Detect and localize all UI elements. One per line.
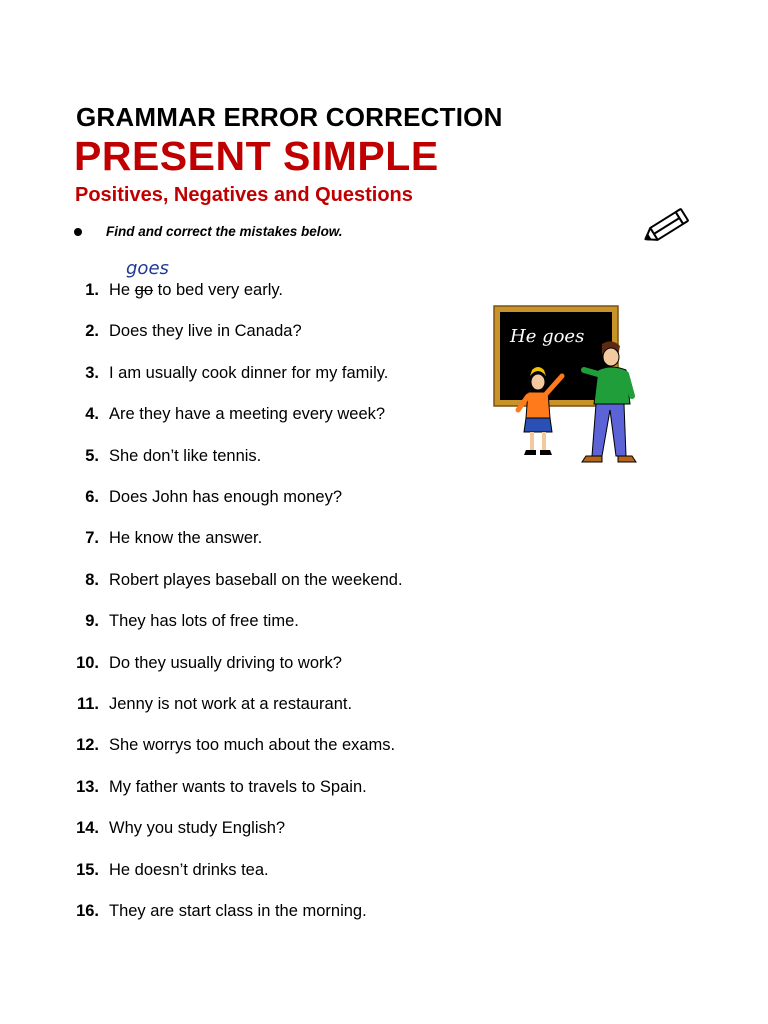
item-number: 15. <box>76 861 99 879</box>
item-text: Do they usually driving to work? <box>109 654 342 672</box>
item-text: Are they have a meeting every week? <box>109 405 386 423</box>
item-number: 3. <box>85 364 99 382</box>
item-text: Does John has enough money? <box>109 488 342 506</box>
bullet-icon <box>74 228 82 236</box>
list-item <box>60 611 299 631</box>
item-number: 16. <box>76 902 99 920</box>
chalkboard-illustration <box>490 304 640 470</box>
example-struck-word: go <box>134 281 154 299</box>
chalkboard-text: He goes <box>510 326 585 347</box>
page-subtitle: Positives, Negatives and Questions <box>75 184 413 206</box>
list-item <box>60 901 367 921</box>
list-item <box>60 735 395 755</box>
list-item <box>60 446 261 466</box>
item-number: 7. <box>85 529 99 547</box>
item-text: Robert playes baseball on the weekend. <box>109 571 403 589</box>
list-item <box>60 860 269 880</box>
list-item <box>60 777 367 797</box>
item-text: He doesn’t drinks tea. <box>109 861 269 879</box>
instruction-line <box>72 224 343 239</box>
item-text: She worrys too much about the exams. <box>109 736 396 754</box>
item-text: Jenny is not work at a restaurant. <box>109 695 353 713</box>
item-text: Why you study English? <box>109 819 286 837</box>
list-item <box>60 818 285 838</box>
list-item <box>60 280 283 300</box>
item-number: 4. <box>85 405 99 423</box>
item-text: My father wants to travels to Spain. <box>109 778 367 796</box>
example-text-after: to bed very early. <box>153 281 283 299</box>
item-text: He know the answer. <box>109 529 263 547</box>
item-text: Does they live in Canada? <box>109 322 302 340</box>
list-item <box>60 653 342 673</box>
list-item <box>60 404 385 424</box>
list-item <box>60 570 403 590</box>
list-item <box>60 528 262 548</box>
pencil-icon <box>636 204 694 250</box>
example-correction: goes <box>126 258 169 279</box>
item-number: 1. <box>85 281 99 299</box>
list-item <box>60 363 388 383</box>
page-title: PRESENT SIMPLE <box>74 133 439 179</box>
item-number: 14. <box>76 819 99 837</box>
item-number: 11. <box>76 695 99 713</box>
item-number: 13. <box>76 778 99 796</box>
instruction-text: Find and correct the mistakes below. <box>106 224 343 239</box>
item-number: 9. <box>85 612 99 630</box>
item-number: 2. <box>85 322 99 340</box>
item-text: They has lots of free time. <box>109 612 299 630</box>
worksheet-heading: GRAMMAR ERROR CORRECTION <box>76 102 503 132</box>
list-item <box>60 487 342 507</box>
item-text: I am usually cook dinner for my family. <box>109 364 389 382</box>
item-number: 5. <box>85 447 99 465</box>
item-number: 10. <box>76 654 99 672</box>
item-text: She don’t like tennis. <box>109 447 262 465</box>
item-text: They are start class in the morning. <box>109 902 367 920</box>
example-text-before: He <box>109 281 135 299</box>
item-number: 12. <box>76 736 99 754</box>
list-item <box>60 694 352 714</box>
list-item <box>60 321 302 341</box>
item-number: 6. <box>85 488 99 506</box>
item-number: 8. <box>85 571 99 589</box>
